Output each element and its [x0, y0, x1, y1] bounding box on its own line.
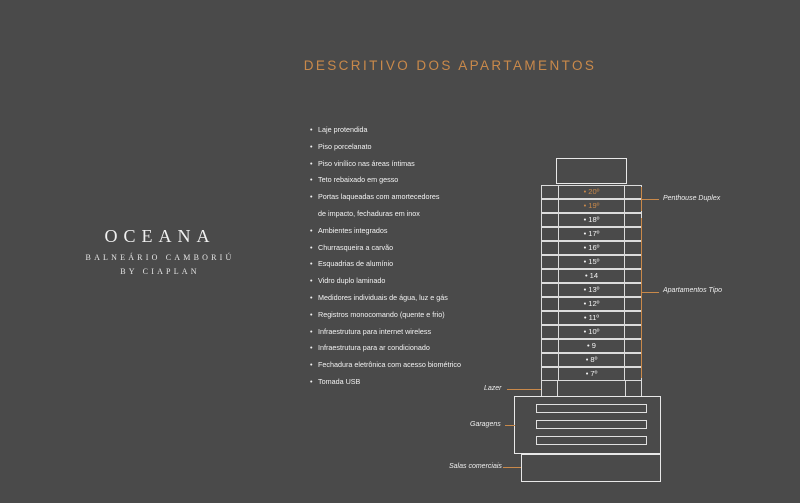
brand-location: BALNEÁRIO CAMBORIÚ — [85, 253, 235, 262]
floor-label: • 9 — [587, 341, 596, 350]
floor-label: • 7º — [585, 369, 598, 378]
feature-item: • Registros monocomando (quente e frio) — [310, 309, 445, 319]
lazer-leader — [507, 389, 541, 390]
feature-item: • Fechadura eletrônica com acesso biométrico — [310, 360, 462, 370]
tipo-bracket — [641, 218, 642, 378]
feature-item: • Ambientes integrados — [310, 225, 388, 235]
floor-row — [541, 283, 642, 297]
brand-developer: BY CIAPLAN — [120, 267, 200, 276]
floor-row — [541, 255, 642, 269]
floor-row — [541, 269, 642, 283]
page-title: DESCRITIVO DOS APARTAMENTOS — [303, 58, 597, 73]
garagens-leader — [505, 425, 515, 426]
feature-list — [310, 122, 461, 391]
brand-name: OCEANA — [104, 226, 216, 246]
feature-item: • Infraestrutura para ar condicionado — [310, 343, 430, 353]
floor-label: • 16º — [583, 243, 600, 252]
floor-row — [541, 353, 642, 367]
floor-label: • 10º — [583, 327, 600, 336]
feature-item: • Esquadrias de alumínio — [310, 259, 394, 269]
floor-label: • 13º — [583, 285, 600, 294]
penthouse-leader — [641, 199, 659, 200]
floor-row — [541, 325, 642, 339]
feature-item: • Vidro duplo laminado — [310, 276, 386, 286]
floor-row — [541, 185, 642, 199]
floor-row — [541, 227, 642, 241]
floor-row — [541, 311, 642, 325]
feature-item: • Teto rebaixado em gesso — [310, 175, 399, 185]
feature-item: • Piso vinílico nas áreas íntimas — [310, 158, 415, 168]
feature-item: • Infraestrutura para internet wireless — [310, 326, 432, 336]
callout-penthouse: Penthouse Duplex — [663, 195, 721, 202]
lazer-column-right — [641, 381, 642, 396]
floor-row — [541, 297, 642, 311]
floor-label: • 18º — [583, 215, 600, 224]
brand-block — [60, 226, 260, 276]
feature-item-continuation: de impacto, fechaduras em inox — [318, 208, 420, 218]
garage-level — [536, 404, 647, 413]
floor-label: • 17º — [583, 229, 600, 238]
feature-item: • Churrasqueira a carvão — [310, 242, 394, 252]
callout-lazer: Lazer — [484, 385, 502, 392]
salas-leader — [503, 467, 521, 468]
callout-salas: Salas comerciais — [449, 463, 502, 470]
feature-item: • Tomada USB — [310, 376, 361, 386]
callout-garagens: Garagens — [470, 421, 501, 428]
floor-label: • 15º — [583, 257, 600, 266]
feature-item: • Laje protendida — [310, 125, 368, 134]
garage-level — [536, 436, 647, 445]
lazer-column-left — [541, 381, 542, 396]
floor-row — [541, 367, 642, 381]
floor-label: • 14 — [584, 271, 599, 280]
floor-row — [541, 339, 642, 353]
lazer-column-inner-left — [557, 381, 558, 396]
floor-label: • 11º — [583, 313, 600, 322]
feature-item: • Medidores individuais de água, luz e gás — [310, 292, 448, 302]
commercial-base — [521, 454, 661, 482]
floor-label: • 20º — [583, 187, 600, 196]
rooftop-block — [556, 158, 627, 184]
floor-label: • 12º — [583, 299, 600, 308]
floor-row — [541, 241, 642, 255]
feature-item: • Portas laqueadas com amortecedores — [310, 192, 440, 202]
lazer-column-inner-right — [625, 381, 626, 396]
garage-level — [536, 420, 647, 429]
floor-label: • 19º — [583, 201, 600, 210]
floor-row — [541, 199, 642, 213]
floor-row — [541, 213, 642, 227]
tipo-leader — [641, 292, 659, 293]
feature-item: • Piso porcelanato — [310, 141, 372, 151]
floor-label: • 8º — [585, 355, 598, 364]
callout-tipo: Apartamentos Tipo — [663, 287, 723, 294]
